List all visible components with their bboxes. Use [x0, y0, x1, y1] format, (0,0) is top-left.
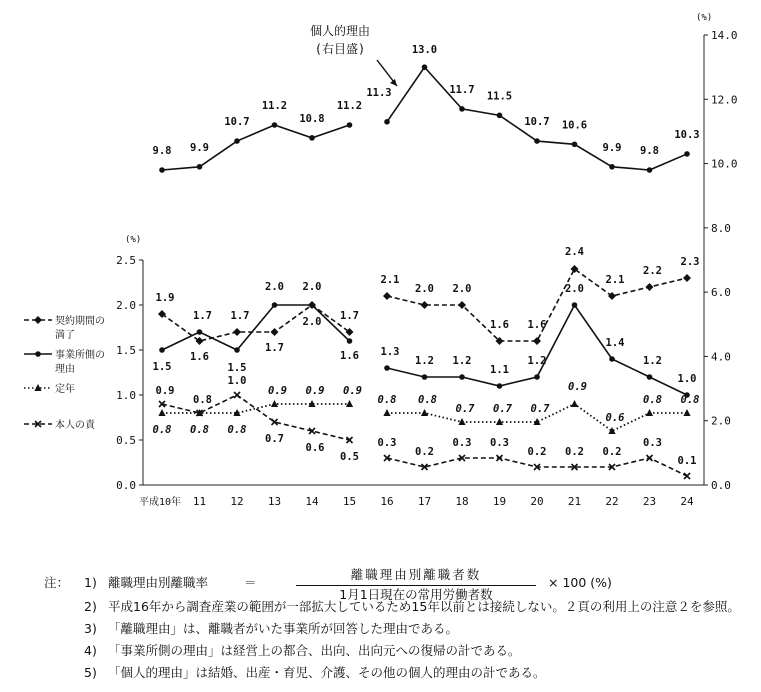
- data-label: 0.8: [190, 424, 209, 436]
- data-label: 2.2: [643, 265, 662, 277]
- series-annotation-sub: (右目盛): [314, 42, 366, 56]
- data-point: [459, 106, 465, 112]
- data-label: 9.9: [602, 141, 622, 154]
- x-axis-tick-label: 20: [530, 495, 544, 508]
- data-label: 10.8: [299, 112, 325, 125]
- data-label: 0.3: [452, 437, 472, 449]
- data-label: 2.0: [302, 316, 322, 328]
- data-label: 0.6: [305, 442, 325, 454]
- data-label: 1.3: [380, 346, 400, 358]
- annotation-arrowhead: [390, 79, 397, 86]
- data-point: [271, 328, 279, 336]
- data-point: [234, 392, 240, 398]
- legend-label: 契約期間の: [55, 316, 105, 327]
- data-point: [534, 138, 540, 144]
- data-label: 1.7: [193, 310, 212, 322]
- right-axis-tick-label: 4.0: [711, 350, 731, 364]
- data-label: 0.8: [193, 394, 212, 406]
- right-axis-tick-label: 6.0: [711, 286, 731, 300]
- legend-label: 事業所側の: [55, 350, 105, 361]
- data-point: [572, 141, 578, 147]
- data-label: 2.0: [265, 281, 284, 293]
- note-number: 3): [84, 621, 97, 636]
- data-label: 10.3: [674, 128, 700, 141]
- data-point: [572, 302, 578, 308]
- x-axis-tick-label: 16: [380, 495, 394, 508]
- legend-label: 満了: [55, 330, 75, 341]
- x-axis-tick-label: 平成10年: [138, 497, 182, 508]
- legend-swatch-marker: [35, 351, 41, 357]
- data-label: 2.0: [415, 283, 434, 295]
- data-label: 2.4: [565, 246, 584, 258]
- note-item: [44, 598, 756, 620]
- note-number: 1): [84, 575, 97, 590]
- data-point: [158, 409, 165, 416]
- data-label: 0.8: [227, 424, 247, 436]
- data-label: 0.1: [677, 455, 697, 467]
- data-label: 0.2: [415, 446, 434, 458]
- data-label: 1.6: [340, 350, 359, 362]
- data-label: 1.6: [527, 319, 547, 331]
- note-number: 4): [84, 643, 97, 658]
- data-point: [383, 409, 390, 416]
- x-axis-tick-label: 21: [567, 495, 582, 508]
- data-label: 2.1: [605, 274, 625, 286]
- data-label: 0.6: [605, 412, 625, 424]
- note-item: [44, 664, 756, 686]
- data-label: 9.9: [190, 141, 209, 154]
- data-point: [422, 64, 428, 70]
- data-label: 0.9: [343, 385, 362, 397]
- x-axis-tick-label: 19: [492, 495, 507, 508]
- data-label: 1.9: [155, 292, 175, 304]
- data-label: 0.3: [490, 437, 509, 449]
- data-label: 1.2: [415, 355, 434, 367]
- formula-denominator: 1月1日現在の常用労働者数: [296, 585, 536, 605]
- data-point: [272, 302, 278, 308]
- data-point: [234, 347, 240, 353]
- data-label: 1.2: [452, 355, 472, 367]
- note-head: 注：: [44, 575, 70, 590]
- note-text: 「個人的理由」は結婚、出産・育児、介護、その他の個人的理由の計である。: [108, 665, 546, 680]
- data-point: [497, 383, 503, 389]
- data-label: 0.9: [568, 381, 587, 393]
- legend-label: 定年: [55, 384, 75, 395]
- data-point: [684, 473, 690, 479]
- note-formula: [44, 567, 756, 602]
- data-label: 1.2: [643, 355, 662, 367]
- data-label: 13.0: [411, 44, 438, 57]
- data-point: [383, 292, 391, 300]
- data-label: 0.8: [418, 394, 437, 406]
- data-label: 0.5: [340, 451, 359, 463]
- x-axis-tick-label: 12: [230, 495, 244, 508]
- data-point: [309, 302, 315, 308]
- data-point: [684, 151, 690, 157]
- data-label: 0.7: [530, 403, 550, 415]
- data-label: 11.3: [366, 86, 392, 99]
- data-label: 1.0: [677, 373, 697, 385]
- data-point: [647, 374, 653, 380]
- data-point: [233, 328, 241, 336]
- data-label: 9.8: [152, 145, 172, 157]
- data-label: 1.2: [527, 355, 547, 367]
- x-axis-tick-label: 18: [455, 495, 469, 508]
- data-label: 0.8: [680, 394, 700, 406]
- left-axis-unit: (%): [125, 235, 142, 245]
- data-label: 10.7: [524, 116, 550, 129]
- data-label: 0.7: [265, 433, 284, 445]
- data-point: [309, 135, 315, 141]
- left-axis-tick-label: 1.5: [116, 344, 136, 357]
- data-label: 2.0: [302, 281, 322, 293]
- note-number: 5): [84, 665, 97, 680]
- data-label: 1.5: [152, 361, 172, 373]
- x-axis-tick-label: 23: [642, 495, 657, 508]
- data-label: 0.8: [643, 394, 662, 406]
- data-label: 0.8: [377, 394, 397, 406]
- data-label: 1.4: [605, 337, 625, 349]
- data-point: [646, 283, 654, 291]
- legend-label: 理由: [55, 364, 75, 375]
- series-annotation-name: 個人的理由: [309, 24, 371, 38]
- data-label: 0.9: [268, 385, 287, 397]
- formula-equals: ＝: [244, 575, 257, 590]
- data-label: 9.8: [640, 145, 659, 157]
- left-axis-tick-label: 0.0: [116, 479, 136, 492]
- data-point: [683, 409, 690, 416]
- data-point: [609, 164, 615, 170]
- data-label: 0.9: [305, 385, 325, 397]
- right-axis-tick-label: 14.0: [711, 29, 738, 42]
- note-number: 2): [84, 599, 97, 614]
- note-item: [44, 642, 756, 664]
- data-label: 11.2: [336, 100, 363, 112]
- left-axis-tick-label: 2.0: [116, 299, 136, 312]
- x-axis-tick-label: 17: [417, 495, 432, 508]
- formula-multiplier: × 100 (%): [548, 575, 612, 590]
- data-label: 1.6: [490, 319, 509, 331]
- data-label: 10.6: [561, 119, 588, 132]
- x-axis-tick-label: 13: [267, 495, 282, 508]
- x-axis-tick-label: 22: [605, 495, 619, 508]
- data-label: 1.5: [227, 362, 247, 374]
- data-point: [384, 365, 390, 371]
- data-point: [197, 329, 203, 335]
- data-point: [497, 113, 503, 119]
- data-label: 0.8: [152, 424, 172, 436]
- data-label: 0.7: [493, 403, 512, 415]
- formula-lhs: 離職理由別離職率: [108, 575, 209, 590]
- data-label: 0.9: [155, 385, 175, 397]
- data-point: [459, 374, 465, 380]
- right-axis-tick-label: 0.0: [711, 479, 731, 492]
- data-label: 1.7: [340, 310, 359, 322]
- data-label: 0.3: [377, 437, 397, 449]
- data-label: 1.6: [190, 351, 209, 363]
- data-point: [421, 301, 429, 309]
- data-label: 2.1: [380, 274, 400, 286]
- data-label: 2.0: [452, 283, 472, 295]
- data-point: [647, 167, 653, 173]
- note-item: [44, 620, 756, 642]
- data-label: 10.7: [224, 116, 250, 129]
- right-axis-unit: (%): [696, 13, 713, 23]
- legend-swatch-marker: [34, 316, 42, 324]
- x-axis-tick-label: 24: [680, 495, 694, 508]
- data-point: [534, 374, 540, 380]
- left-axis-tick-label: 0.5: [116, 434, 136, 447]
- x-axis-tick-label: 15: [342, 495, 357, 508]
- data-label: 1.7: [230, 310, 250, 322]
- data-label: 0.2: [602, 446, 622, 458]
- data-point: [384, 119, 390, 125]
- data-point: [533, 337, 541, 345]
- data-point: [683, 274, 691, 282]
- left-axis-tick-label: 2.5: [116, 254, 136, 267]
- data-label: 0.2: [527, 446, 547, 458]
- data-label: 11.7: [449, 83, 475, 96]
- data-label: 1.1: [490, 364, 509, 376]
- data-point: [347, 338, 353, 344]
- data-point: [159, 347, 165, 353]
- x-axis-tick-label: 11: [192, 495, 207, 508]
- data-label: 1.0: [227, 375, 247, 387]
- data-point: [347, 122, 353, 128]
- data-point: [272, 122, 278, 128]
- data-point: [571, 400, 578, 407]
- data-label: 0.2: [565, 446, 584, 458]
- notes-section: [44, 568, 756, 686]
- data-point: [421, 409, 428, 416]
- data-point: [159, 167, 165, 173]
- right-axis-tick-label: 12.0: [711, 93, 738, 107]
- note-text: 「離職理由」は、離職者がいた事業所が回答した理由である。: [108, 621, 459, 636]
- left-axis-tick-label: 1.0: [116, 389, 136, 402]
- right-axis-tick-label: 2.0: [711, 414, 731, 428]
- note-text: 「事業所側の理由」は経営上の都合、出向、出向元への復帰の計である。: [108, 643, 521, 658]
- data-point: [422, 374, 428, 380]
- data-label: 11.5: [486, 90, 513, 103]
- data-label: 2.0: [565, 283, 584, 295]
- data-point: [646, 409, 653, 416]
- series-line: [162, 404, 350, 413]
- right-axis-tick-label: 10.0: [711, 157, 738, 171]
- formula-numerator: 離職理由別離職者数: [350, 567, 482, 582]
- data-label: 2.3: [680, 256, 700, 268]
- data-label: 11.2: [261, 100, 288, 112]
- legend-label: 本人の責: [55, 420, 95, 431]
- data-point: [346, 400, 353, 407]
- data-point: [609, 356, 615, 362]
- data-label: 0.7: [455, 403, 475, 415]
- x-axis-tick-label: 14: [305, 495, 319, 508]
- note-text: 平成16年から調査産業の範囲が一部拡大しているため15年以前とは接続しない。２頁の利用上の注意２を参照。: [108, 599, 740, 614]
- data-label: 0.3: [643, 437, 662, 449]
- data-point: [234, 138, 240, 144]
- data-label: 1.7: [265, 342, 284, 354]
- right-axis-tick-label: 8.0: [711, 221, 731, 235]
- data-point: [197, 164, 203, 170]
